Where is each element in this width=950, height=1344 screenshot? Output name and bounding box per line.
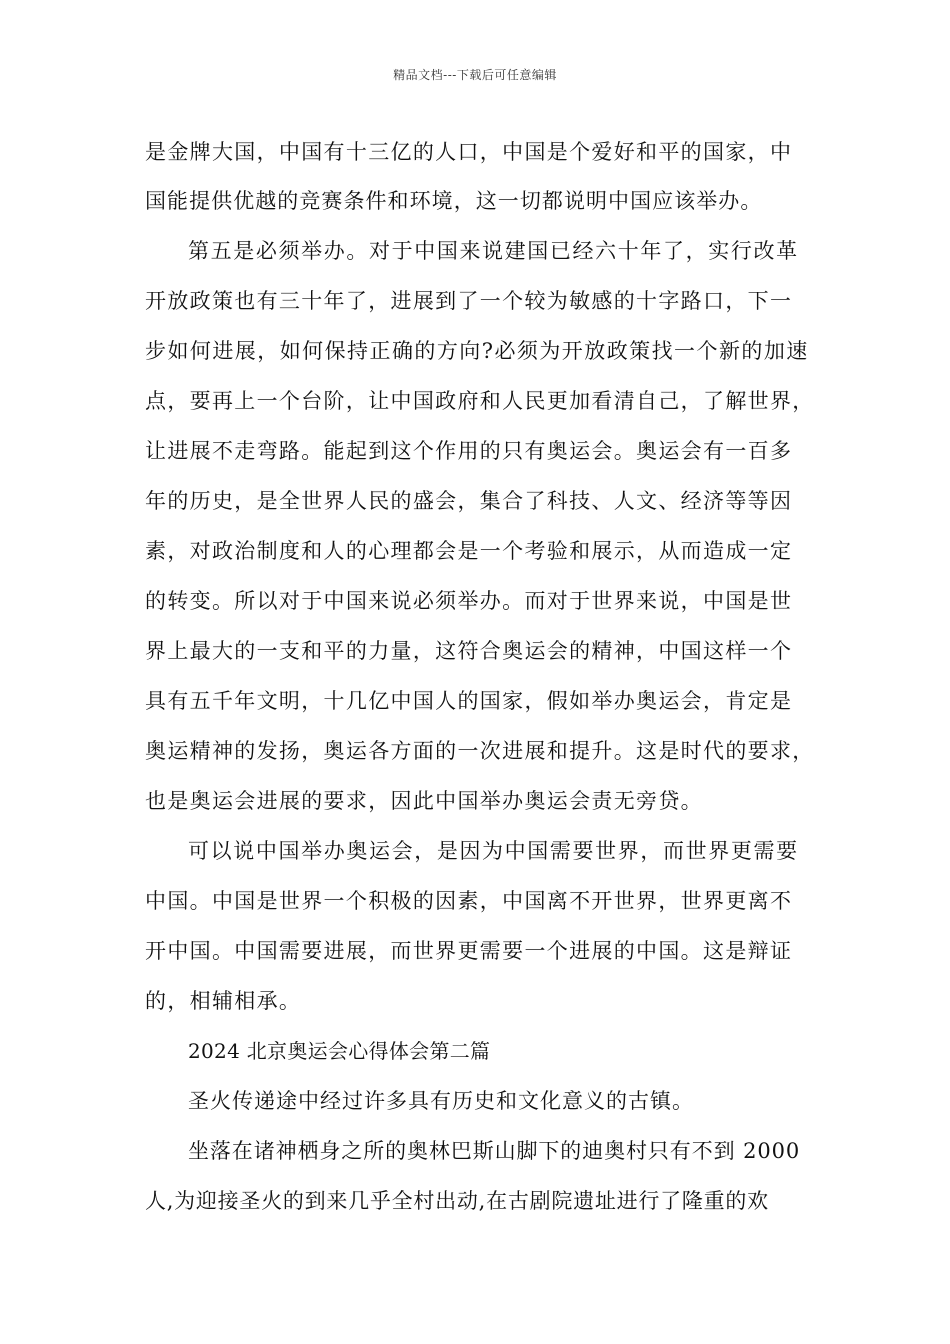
text-line: 奥运精神的发扬，奥运各方面的一次进展和提升。这是时代的要求， [145, 739, 815, 763]
text-line: 第五是必须举办。对于中国来说建国已经六十年了，实行改革 [188, 239, 799, 263]
text-line: 也是奥运会进展的要求，因此中国举办奥运会责无旁贷。 [145, 789, 703, 813]
text-line: 圣火传递途中经过许多具有历史和文化意义的古镇。 [188, 1089, 694, 1113]
text-line: 步如何进展，如何保持正确的方向?必须为开放政策找一个新的加速 [145, 339, 809, 363]
text-line: 让进展不走弯路。能起到这个作用的只有奥运会。奥运会有一百多 [145, 439, 793, 463]
text-line: 具有五千年文明，十几亿中国人的国家，假如举办奥运会，肯定是 [145, 689, 793, 713]
text-line: 的转变。所以对于中国来说必须举办。而对于世界来说，中国是世 [145, 589, 793, 613]
text-line: 点，要再上一个台阶，让中国政府和人民更加看清自己，了解世界， [145, 389, 815, 413]
text-line: 是金牌大国，中国有十三亿的人口，中国是个爱好和平的国家，中 [145, 140, 793, 164]
text-line: 国能提供优越的竞赛条件和环境，这一切都说明中国应该举办。 [145, 189, 763, 213]
text-line: 的，相辅相承。 [145, 989, 302, 1013]
page-header: 精品文档---下载后可任意编辑 [393, 68, 557, 82]
text-line: 坐落在诸神栖身之所的奥林巴斯山脚下的迪奥村只有不到 2000 [188, 1139, 801, 1163]
text-line: 可以说中国举办奥运会，是因为中国需要世界，而世界更需要 [188, 839, 799, 863]
text-line: 开中国。中国需要进展，而世界更需要一个进展的中国。这是辩证 [145, 939, 793, 963]
section-heading: 2024 北京奥运会心得体会第二篇 [188, 1039, 491, 1063]
text-line: 人,为迎接圣火的到来几乎全村出动,在古剧院遗址进行了隆重的欢 [145, 1189, 769, 1213]
text-line: 界上最大的一支和平的力量，这符合奥运会的精神，中国这样一个 [145, 639, 793, 663]
text-line: 开放政策也有三十年了，进展到了一个较为敏感的十字路口，下一 [145, 289, 793, 313]
text-line: 年的历史，是全世界人民的盛会，集合了科技、人文、经济等等因 [145, 489, 793, 513]
text-line: 中国。中国是世界一个积极的因素，中国离不开世界，世界更离不 [145, 889, 793, 913]
text-line: 素，对政治制度和人的心理都会是一个考验和展示，从而造成一定 [145, 539, 793, 563]
